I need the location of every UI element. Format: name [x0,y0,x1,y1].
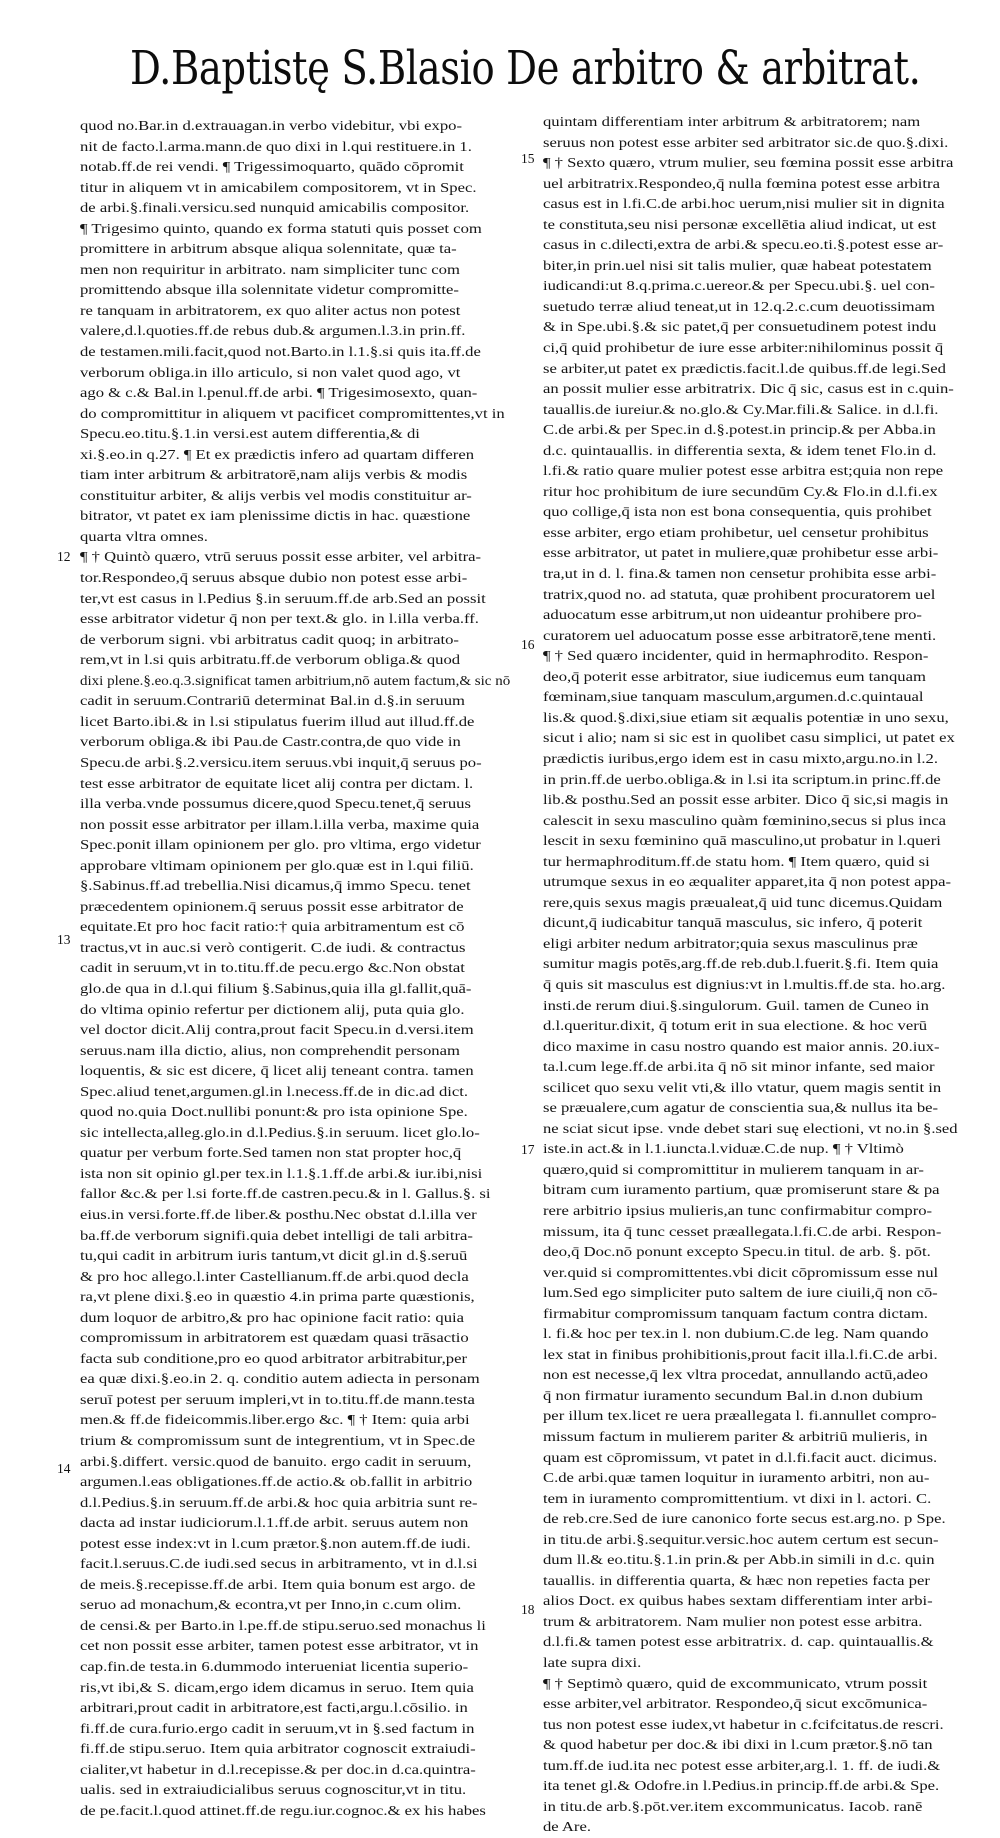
text-line: missum factum in mulierem pariter & arbitriū mulieris, in [543,1429,928,1444]
text-line: vel doctor dicit.Alij contra,prout facit Specu.in d.versi.item [80,1022,474,1038]
text-line: per illum tex.licet re uera præallegata l. fi.annullet compro- [543,1408,937,1424]
text-line: lex stat in finibus prohibitionis,prout facit illa.l.fi.C.de arbi. [543,1346,938,1362]
text-line: & pro hoc allego.l.inter Castellianum.ff.de arbi.quod decla [80,1268,469,1284]
text-line: tratrix,quod no. ad statuta, quæ prohibent procuratorem uel [543,586,936,602]
text-line: cadit in seruum.Contrariū determinat Bal.in d.§.in seruum [80,693,465,709]
margin-number-12: 12 [57,549,71,564]
text-line: tum.ff.de iud.ita nec potest esse arbiter,arg.l. 1. ff. de iudi.& [543,1757,941,1773]
text-line: xi.§.eo.in q.27. ¶ Et ex prædictis infero ad quartam differen [80,446,475,462]
text-line: late supra dixi. [543,1655,642,1671]
text-line: se arbiter,ut patet ex prædictis.facit.l.de quibus.ff.de legi.Sed [543,360,946,376]
text-line: uel arbitratrix.Respondeo,q̄ nulla fœmina potest esse arbitra [543,175,940,191]
text-line: & quod habetur per doc.& ibi dixi in l.cum prætor.§.nō tan [543,1737,933,1753]
text-line: biter,in prin.uel nisi sit talis mulier, quæ habeat potestatem [543,257,932,273]
text-line: ita tenet gl.& Odofre.in l.Pedius.in princip.ff.de arbi.& Spe. [543,1778,940,1794]
text-line: missum, ita q̄ tunc cesset præallegata.l.fi.C.de arbi. Respon- [543,1223,942,1239]
text-line: C.de arbi.& per Spec.in d.§.potest.in princip.& per Abba.in [543,422,936,438]
text-line: illa verba.vnde possumus dicere,quod Specu.tenet,q̄ seruus [80,796,471,812]
text-line: ¶ † Sexto quæro, vtrum mulier, seu fœmina possit esse arbitra [543,155,954,171]
margin-number-18: 18 [521,1602,535,1617]
text-line: ea quæ dixi.§.eo.in 2. q. conditio autem adiecta in personam [80,1371,480,1387]
text-line: ta.l.cum lege.ff.de arbi.ita q̄ nō sit minor infante, sed maior [543,1059,935,1075]
text-line: glo.de qua in d.l.qui filium §.Sabinus,quia illa gl.fallit,quā- [80,980,472,996]
text-line: iste.in act.& in l.1.iuncta.l.viduæ.C.de nup. ¶ † Vltimò [543,1141,904,1157]
text-line: valere,d.l.quoties.ff.de rebus dub.& argumen.l.3.in prin.ff. [80,323,466,339]
text-line: dico maxime in casu nostro quando est maior annis. 20.iux- [543,1038,940,1054]
text-line: cet non possit esse arbiter, tamen potest esse arbitrator, vt in [80,1638,479,1654]
text-line: tiam inter arbitrum & arbitratorē,nam alijs verbis & modis [80,467,468,483]
text-line: fi.ff.de stipu.seruo. Item quia arbitrator cognoscit extraiudi- [80,1741,476,1757]
text-line: casus in c.dilecti,extra de arbi.& specu.eo.ti.§.potest esse ar- [543,237,944,253]
text-line: eius.in versi.forte.ff.de liber.& posthu.Nec obstat d.l.illa ver [80,1206,477,1222]
text-line: deo,q̄ Doc.nō ponunt excepto Specu.in titul. de arb. §. pōt. [543,1244,931,1260]
right-column [543,112,958,1838]
text-line: tu,qui cadit in arbitrum iuris tantum,vt dicit gl.in d.§.seruū [80,1248,468,1264]
text-line: licet Barto.ibi.& in l.si stipulatus fuerim illud aut illud.ff.de [80,713,475,729]
text-line: dum ll.& eo.titu.§.1.in prin.& per Abb.in simili in d.c. quin [543,1552,935,1568]
text-line: calescit in sexu masculino quàm fœminino,secus si plus inca [543,812,946,828]
text-line: ra,vt plene dixi.§.eo in quæstio 4.in prima parte quæstionis, [80,1289,475,1305]
text-line: rem,vt in l.si quis arbitratu.ff.de verborum obliga.& quod [80,652,461,668]
text-line: cadit in seruum,vt in to.titu.ff.de pecu.ergo &c.Non obstat [80,960,465,976]
text-line: notab.ff.de rei vendi. ¶ Trigessimoquarto, quādo cōpromit [80,159,464,175]
text-line: in prin.ff.de uerbo.obliga.& in l.si ita scriptum.in princ.ff.de [543,771,941,787]
text-line: Spec.ponit illam opinionem per glo. pro vltima, ergo videtur [80,837,481,853]
text-line: tus non potest esse iudex,vt habetur in c.fcifcitatus.de rescri. [543,1716,944,1732]
text-line: de Are. [543,1819,592,1835]
text-line: ago & c.& Bal.in l.penul.ff.de arbi. ¶ Trigesimosexto, quan- [80,385,478,401]
text-line: de reb.cre.Sed de iure canonico forte secus est.arg.no. p Spe. [543,1511,946,1527]
text-line: approbare vltimam opinionem per glo.quæ est in l.qui filiū. [80,857,474,873]
text-line: d.l.fi.& tamen potest esse arbitratrix. d. cap. quintauallis.& [543,1634,934,1650]
text-line: d.c. quintauallis. in differentia sexta, & idem tenet Flo.in d. [543,442,937,458]
text-line: Spec.aliud tenet,argumen.gl.in l.necess.ff.de in dic.ad dict. [80,1083,469,1099]
text-line: ba.ff.de verborum signifi.quia debet intelligi de tali arbitra- [80,1227,473,1243]
text-line: dum loquor de arbitro,& pro hac opinione facit ratio: quia [80,1309,465,1325]
text-line: dicunt,q̄ iudicabitur tanquā masculus, sic infero, q̄ poterit [543,915,923,931]
text-line: ne sciat sicut ipse. vnde debet stari suę electioni, vt no.in §.sed [543,1120,958,1136]
text-line: de pe.facit.l.quod attinet.ff.de regu.iur.cognoc.& ex his habes [80,1802,486,1818]
text-line: men non requiritur in arbitrato. nam simpliciter tunc com [80,261,460,277]
text-line: insti.de rerum diui.§.singulorum. Guil. tamen de Cuneo in [543,997,929,1013]
text-line: l. fi.& hoc per tex.in l. non dubium.C.de leg. Nam quando [543,1326,929,1342]
text-line: de censi.& per Barto.in l.pe.ff.de stipu.seruo.sed monachus li [80,1617,486,1633]
text-line: d.l.Pedius.§.in seruum.ff.de arbi.& hoc quia arbitria sunt re- [80,1494,478,1510]
text-line: cap.fin.de testa.in 6.dummodo interueniat licentia superio- [80,1659,469,1675]
text-line: lum.Sed ego simpliciter puto saltem de iure ciuili,q̄ non cō- [543,1285,938,1301]
text-line: seruus.nam illa dictio, alius, non comprehendit personam [80,1042,460,1058]
text-line: tor.Respondeo,q̄ seruus absque dubio non potest esse arbi- [80,570,468,586]
text-line: alios Doct. ex quibus habes sextam differentiam inter arbi- [543,1593,933,1609]
text-line: firmabitur compromissum tanquam factum contra dictam. [543,1305,928,1321]
text-line: lescit in sexu fœminino quā masculino,ut probatur in l.queri [543,833,941,849]
text-line: non est necesse,q̄ lex vltra procedat, annullando actū,adeo [543,1367,928,1383]
text-line: quo collige,q̄ ista non est bona consequentia, quis prohibet [543,504,932,520]
text-line: re tanquam in arbitratorem, ex quo aliter actus non potest [80,302,461,318]
text-line: titur in aliquem vt in amicabilem compositorem, vt in Spec. [80,179,477,195]
text-line: ritur hoc prohibitum de iure secundūm Cy.& Flo.in d.l.fi.ex [543,483,938,499]
margin-number-13: 13 [57,932,71,947]
text-line: curatorem uel aduocatum posse esse arbitratorē,tene menti. [543,627,937,643]
text-line: quintam differentiam inter arbitrum & arbitratorem; nam [543,114,921,129]
text-line: bitrator, vt patet ex iam plenissime dictis in hac. quæstione [80,508,471,524]
text-line: suetudo terræ aliud teneat,ut in 12.q.2.c.cum deuotissimam [543,298,935,314]
text-line: argumen.l.eas obligationes.ff.de actio.& ob.fallit in arbitrio [80,1474,473,1490]
text-line: quarta vltra omnes. [80,528,208,544]
text-line: aduocatum esse arbitrum,ut non uideantur prohibere pro- [543,607,922,623]
text-line: q̄ quis sit masculus est dignius:vt in l.multis.ff.de sta. ho.arg. [543,976,946,992]
text-line: Specu.eo.titu.§.1.in versi.est autem differentia,& di [80,426,420,442]
text-line: q̄ non firmatur iuramento secundum Bal.in d.non dubium [543,1387,923,1403]
text-line: promittere in arbitrum absque aliqua solennitate, quæ ta- [80,241,457,257]
text-line: §.Sabinus.ff.ad trebellia.Nisi dicamus,q̄ immo Specu. tenet [80,878,471,894]
text-line: lib.& posthu.Sed an possit esse arbiter. Dico q̄ sic,si magis in [543,792,949,808]
text-line: rere,quis sexus magis præualeat,q̄ uid tunc dicemus.Quidam [543,894,943,910]
margin-number-17: 17 [521,1142,535,1157]
text-line: tur hermaphroditum.ff.de statu hom. ¶ Item quæro, quid si [543,853,930,869]
text-line: facit.l.seruus.C.de iudi.sed secus in arbitramento, vt in d.l.si [80,1556,478,1572]
left-column [80,116,510,1821]
text-line: ci,q̄ quid prohibetur de iure esse arbiter:nihilominus possit q̄ [543,340,944,356]
text-line: lis.& quod.§.dixi,siue etiam sit æqualis potentiæ in uno sexu, [543,709,949,725]
text-line: tra,ut in d. l. fina.& tamen non censetur prohibita esse arbi- [543,566,937,582]
text-line: dixi plene.§.eo.q.3.significat tamen arbitrium,nō autem factum,& sic nō [80,672,511,688]
text-line: men.& ff.de fideicommis.liber.ergo &c. ¶ † Item: quia arbi [80,1412,470,1428]
text-line: equitate.Et pro hoc facit ratio:† quia arbitramentum est cō [80,919,465,935]
text-line: nit de facto.l.arma.mann.de quo dixi in l.qui restituere.in 1. [80,138,472,154]
text-line: tem in iuramento compromittentium. vt dixi in l. actori. C. [543,1490,932,1506]
text-line: utrumque sexus in eo æqualiter apparet,ita q̄ non potest appa- [543,874,952,890]
text-line: quatur per verbum forte.Sed tamen non stat propter hoc,q̄ [80,1145,462,1161]
text-line: trium & compromissum sunt de integrentium, vt in Spec.de [80,1433,476,1448]
text-line: ris,vt ibi,& S. dicam,ergo idem dicamus in seruo. Item quia [80,1679,474,1695]
text-line: seruo ad monachum,& econtra,vt per Inno,in c.cum olim. [80,1597,462,1613]
text-line: promittendo absque illa solennitate videtur compromitte- [80,282,459,298]
text-line: & in Spe.ubi.§.& sic patet,q̄ per consuetudinem potest indu [543,319,937,335]
text-line: facta sub conditione,pro eo quod arbitrator arbitrabitur,per [80,1350,468,1366]
text-line: se præualere,cum agatur de conscientia sua,& nullus ita be- [543,1100,939,1116]
text-line: esse arbiter, ergo etiam prohibetur, uel censetur prohibitus [543,524,929,540]
text-line: Specu.de arbi.§.2.versicu.item seruus.vbi inquit,q̄ seruus po- [80,754,482,770]
text-line: C.de arbi.quæ tamen loquitur in iuramento arbitri, non au- [543,1470,930,1486]
text-line: esse arbiter,vel arbitrator. Respondeo,q̄ sicut excōmunica- [543,1696,928,1712]
text-line: præcedentem opinionem.q̄ seruus possit esse arbitrator de [80,898,464,914]
text-line: dacta ad instar iudiciorum.l.1.ff.de arbit. seruus autem non [80,1515,469,1531]
text-line: do vltima opinio refertur per dictionem alij, puta quia glo. [80,1001,465,1017]
text-line: prædictis iuribus,ergo idem est in casu mixto,argu.no.in l.2. [543,750,939,766]
text-line: de meis.§.recepisse.ff.de arbi. Item quia bonum est argo. de [80,1576,476,1592]
text-line: tauallis.de iureiur.& no.glo.& Cy.Mar.fili.& Salice. in d.l.fi. [543,401,939,417]
text-line: ¶ † Sed quæro incidenter, quid in hermaphrodito. Respon- [543,648,929,664]
text-line: esse arbitrator, ut patet in muliere,quæ prohibetur esse arbi- [543,545,939,561]
text-line: quæro,quid si compromittitur in mulierem tanquam in ar- [543,1161,924,1177]
text-line: verborum obliga.& ibi Pau.de Castr.contra,de quo vide in [80,734,461,750]
text-line: verborum obliga.in illo articulo, si non valet quod ago, vt [80,364,461,380]
text-line: arbi.§.differt. versic.quod de banuito. ergo cadit in seruum, [80,1453,472,1469]
text-line: iudicandi:ut 8.q.prima.c.uereor.& per Specu.ubi.§. uel con- [543,278,935,294]
text-line: seruī potest per seruum impleri,vt in to.titu.ff.de mann.testa [80,1391,475,1407]
margin-number-16: 16 [521,637,535,652]
text-line: fallor &c.& per l.si forte.ff.de castren.pecu.& in l. Gallus.§. si [80,1186,491,1202]
text-line: potest esse index:vt in l.cum prætor.§.non autem.ff.de iudi. [80,1535,471,1551]
text-line: in titu.de arbi.§.sequitur.versic.hoc autem certum est secun- [543,1531,939,1547]
text-line: ista non sit opinio gl.per tex.in l.1.§.1.ff.de arbi.& iur.ibi,nisi [80,1165,483,1181]
margin-number-14: 14 [57,1461,71,1476]
page-header: D.Baptistę S.Blasio De arbitro & arbitrat. [130,41,921,96]
text-line: trum & arbitratorem. Nam mulier non potest esse arbitra. [543,1613,923,1629]
text-line: compromissum in arbitratorem est quædam quasi trāsactio [80,1330,469,1346]
text-line: deo,q̄ poterit esse arbitrator, siue iudicemus eum tanquam [543,668,926,684]
text-line: cialiter,vt habetur in d.l.recepisse.& per doc.in d.ca.quintra- [80,1761,476,1777]
text-line: ver.quid si compromittentes.vbi dicit cōpromissum esse nul [543,1264,939,1280]
text-line: esse arbitrator videtur q̄ non per text.& glo. in l.illa verba.ff. [80,611,479,627]
margin-number-15: 15 [521,151,535,166]
text-line: quod no.Bar.in d.extrauagan.in verbo videbitur, vbi expo- [80,118,463,133]
text-line: fi.ff.de cura.furio.ergo cadit in seruum,vt in §.sed factum in [80,1720,475,1736]
text-line: sicut i alio; nam si sic est in quolibet casu simplici, ut patet ex [543,730,955,746]
text-line: test esse arbitrator de equitate licet alij contra per dictam. l. [80,775,474,791]
text-line: loquentis, & sic est dicere, q̄ licet alij teneant contra. tamen [80,1063,474,1079]
text-line: sumitur magis potēs,arg.ff.de reb.dub.l.fuerit.§.fi. Item quia [543,956,939,972]
text-line: quam est cōpromissum, vt patet in d.l.fi.facit auct. dicimus. [543,1449,938,1465]
text-line: ualis. sed in extraiudicialibus seruus cognoscitur,vt in titu. [80,1782,467,1798]
text-line: de arbi.§.finali.versicu.sed nunquid amicabilis compositor. [80,200,470,216]
text-line: seruus non potest esse arbiter sed arbitrator sic.de quo.§.dixi. [543,134,949,150]
text-line: de verborum signi. vbi arbitratus cadit quoq; in arbitrato- [80,631,459,647]
text-line: non possit esse arbitrator per illam.l.illa verba, maxime quia [80,816,480,832]
text-line: sic intellecta,alleg.glo.in d.l.Pedius.§.in seruum. licet glo.lo- [80,1124,480,1140]
text-line: quod no.quia Doct.nullibi ponunt:& pro ista opinione Spe. [80,1104,468,1120]
text-line: constituitur arbiter, & alijs verbis vel modis constituitur ar- [80,487,472,503]
text-line: eligi arbiter nedum arbitrator;quia sexus masculinus præ [543,935,918,951]
text-line: ¶ † Septimò quæro, quid de excommunicato, vtrum possit [543,1675,928,1691]
text-line: te constituta,seu nisi personæ excellētia aliud indicat, ut est [543,216,937,232]
text-line: arbitrari,prout cadit in arbitratore,est facti,argu.l.cōsilio. in [80,1700,468,1716]
text-line: ¶ † Quintò quæro, vtrū seruus possit esse arbiter, vel arbitra- [80,549,482,565]
text-line: fœminam,siue tanquam masculum,argumen.d.c.quintaual [543,689,924,705]
text-line: d.l.queritur.dixit, q̄ totum erit in sua electione. & hoc verū [543,1018,928,1034]
text-line: de testamen.mili.facit,quod not.Barto.in l.1.§.si quis ita.ff.de [80,344,481,360]
text-line: ¶ Trigesimo quinto, quando ex forma statuti quis posset com [80,220,482,236]
text-line: ter,vt est casus in l.Pedius §.in seruum.ff.de arb.Sed an possit [80,590,486,606]
text-line: l.fi.& ratio quare mulier potest esse arbitra est;quia non repe [543,463,944,479]
text-line: rere arbitrio ipsius mulieris,an tunc confirmabitur compro- [543,1202,933,1218]
text-line: an possit mulier esse arbitratrix. Dic q̄ sic, casus est in c.quin- [543,381,954,397]
text-line: tauallis. in differentia quarta, & hæc non repeties facta per [543,1572,930,1588]
text-line: scilicet quo sexu velit vti,& illo vtatur, quem magis sentit in [543,1079,942,1095]
text-line: bitram cum iuramento partium, quæ promiserunt stare & pa [543,1182,940,1198]
text-line: tractus,vt in auc.si verò contigerit. C.de iudi. & contractus [80,939,466,955]
text-line: casus est in l.fi.C.de arbi.hoc uerum,nisi mulier sit in dignita [543,196,945,212]
text-line: in titu.de arb.§.pōt.ver.item excommunicatus. Iacob. ranē [543,1798,923,1814]
text-line: do compromittitur in aliquem vt pacificet compromittentes,vt in [80,405,505,421]
